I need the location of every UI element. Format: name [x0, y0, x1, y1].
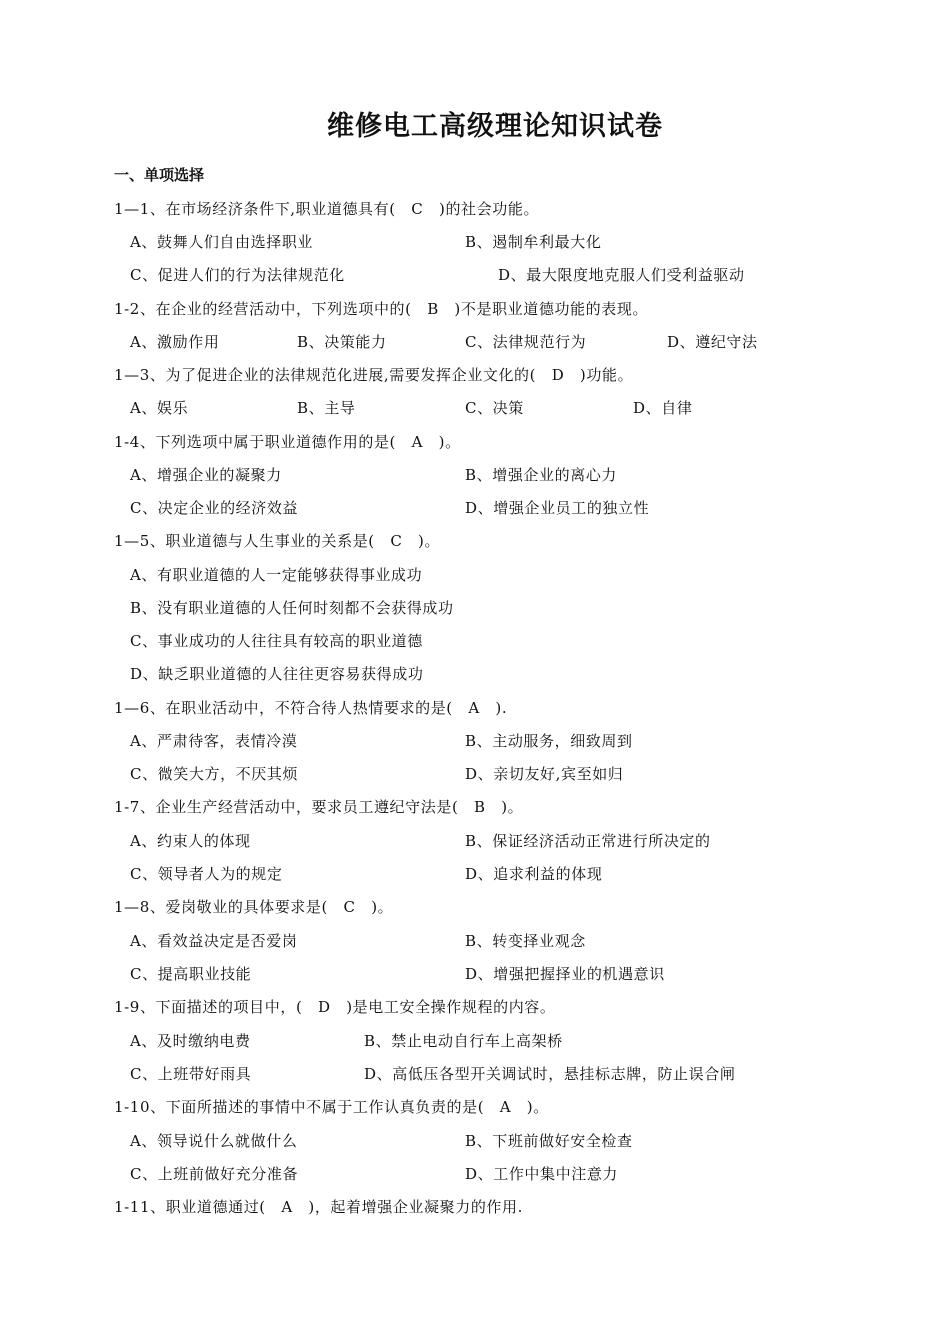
question-7: 1-7、企业生产经营活动中，要求员工遵纪守法是( B )。: [114, 798, 524, 816]
option-8b: B、转变择业观念: [465, 932, 586, 950]
option-4b: B、增强企业的离心力: [465, 466, 618, 484]
option-9b: B、禁止电动自行车上高架桥: [364, 1032, 563, 1050]
option-3d: D、自律: [633, 399, 693, 417]
page-title: 维修电工高级理论知识试卷: [327, 111, 663, 142]
question-6: 1—6、在职业活动中，不符合待人热情要求的是( A ).: [114, 699, 508, 717]
option-3b: B、主导: [297, 399, 356, 417]
option-7b: B、保证经济活动正常进行所决定的: [465, 832, 711, 850]
option-10a: A、领导说什么就做什么: [130, 1132, 298, 1150]
option-7a: A、约束人的体现: [130, 832, 251, 850]
question-2: 1-2、在企业的经营活动中，下列选项中的( B )不是职业道德功能的表现。: [114, 300, 649, 318]
option-1c: C、促进人们的行为法律规范化: [130, 266, 345, 284]
option-9d: D、高低压各型开关调试时，悬挂标志牌，防止误合闸: [364, 1065, 736, 1083]
option-1b: B、遏制牟利最大化: [465, 233, 602, 251]
option-2b: B、决策能力: [297, 333, 387, 351]
option-8a: A、看效益决定是否爱岗: [130, 932, 298, 950]
option-2d: D、遵纪守法: [667, 333, 758, 351]
option-5b: B、没有职业道德的人任何时刻都不会获得成功: [130, 599, 454, 617]
option-5a: A、有职业道德的人一定能够获得事业成功: [130, 566, 423, 584]
option-4c: C、决定企业的经济效益: [130, 499, 299, 517]
option-5d: D、缺乏职业道德的人往往更容易获得成功: [130, 665, 424, 683]
option-5c: C、事业成功的人往往具有较高的职业道德: [130, 632, 423, 650]
option-3c: C、决策: [465, 399, 524, 417]
option-10c: C、上班前做好充分准备: [130, 1165, 299, 1183]
option-3a: A、娱乐: [130, 399, 189, 417]
question-10: 1-10、下面所描述的事情中不属于工作认真负责的是( A )。: [114, 1098, 549, 1116]
question-3: 1—3、为了促进企业的法律规范化进展,需要发挥企业文化的( D )功能。: [114, 366, 634, 384]
option-4a: A、增强企业的凝聚力: [130, 466, 282, 484]
question-4: 1-4、下列选项中属于职业道德作用的是( A )。: [114, 433, 461, 451]
option-8c: C、提高职业技能: [130, 965, 252, 983]
question-5: 1—5、职业道德与人生事业的关系是( C )。: [114, 532, 441, 550]
option-10b: B、下班前做好安全检查: [465, 1132, 633, 1150]
option-7c: C、领导者人为的规定: [130, 865, 283, 883]
section-heading: 一、单项选择: [114, 166, 205, 184]
option-6b: B、主动服务，细致周到: [465, 732, 633, 750]
option-1d: D、最大限度地克服人们受利益驱动: [498, 266, 745, 284]
question-11: 1-11、职业道德通过( A )，起着增强企业凝聚力的作用.: [114, 1198, 524, 1216]
question-1: 1—1、在市场经济条件下,职业道德具有( C )的社会功能。: [114, 200, 540, 218]
question-9: 1-9、下面描述的项目中，( D )是电工安全操作规程的内容。: [114, 998, 556, 1016]
option-2c: C、法律规范行为: [465, 333, 587, 351]
option-7d: D、追求利益的体现: [465, 865, 603, 883]
option-1a: A、鼓舞人们自由选择职业: [130, 233, 314, 251]
option-9a: A、及时缴纳电费: [130, 1032, 251, 1050]
option-8d: D、增强把握择业的机遇意识: [465, 965, 665, 983]
option-6a: A、严肃待客，表情冷漠: [130, 732, 298, 750]
option-10d: D、工作中集中注意力: [465, 1165, 619, 1183]
option-2a: A、激励作用: [130, 333, 220, 351]
option-9c: C、上班带好雨具: [130, 1065, 252, 1083]
option-6c: C、微笑大方，不厌其烦: [130, 765, 299, 783]
question-8: 1—8、爱岗敬业的具体要求是( C )。: [114, 898, 394, 916]
option-6d: D、亲切友好,宾至如归: [465, 765, 624, 783]
option-4d: D、增强企业员工的独立性: [465, 499, 650, 517]
